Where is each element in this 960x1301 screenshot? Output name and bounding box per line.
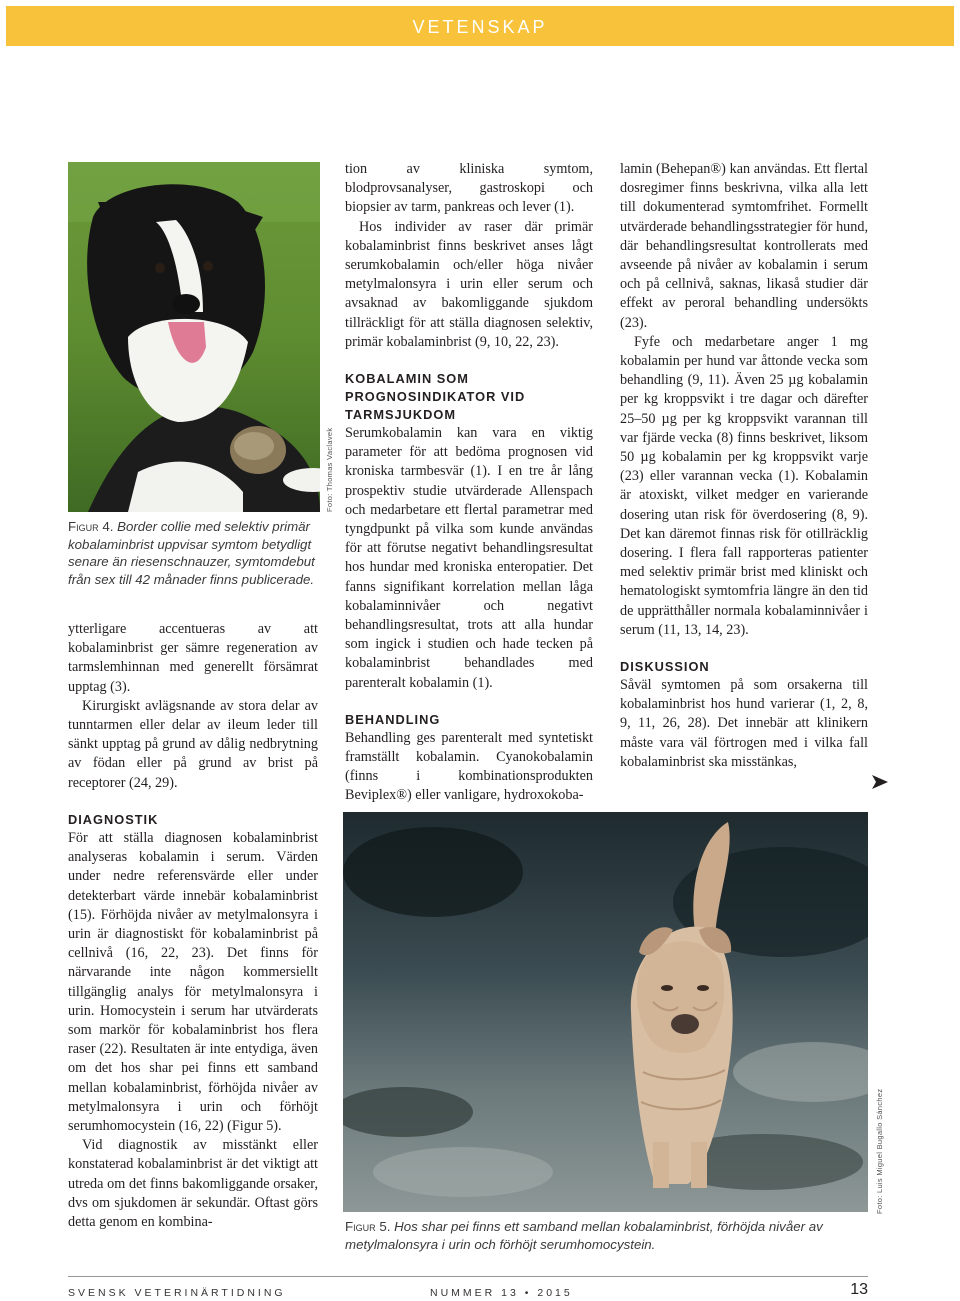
figure4-caption-text: Border collie med selektiv primär kobalaminbrist uppvisar symtom betydligt senare än riesenschnauzer, symtomdebut från sex till 42 månader finns publicerade.: [68, 519, 315, 587]
prognos-paragraph: Serumkobalamin kan vara en viktig parameter för att bedöma prognosen vid kroniska tarmbesvär (1). I en tre år lång prospektiv studie utvärderade Allenspach och medarbetare ett flertal parametrar med tyngdpunkt på vilka som kunde användas för att förutse negativt behandlingsresultat hos hundar med kroniska enteropatier. Det fanns signifikant korrelation mellan låga kobalaminnivåer och negativt behandlingsresultat, trots att alla hundar som ingick i studien och hade tecken på kobalaminbrist behandlades med parenteralt kobalamin (1).: [345, 425, 593, 691]
figure5-photo-shar-pei: [343, 812, 868, 1212]
diskussion-heading: DISKUSSION: [620, 659, 710, 675]
col2-paragraph-2: Hos individer av raser där primär kobalaminbrist finns beskrivet anses lågt serumkobalamin och/eller höga nivåer metylmalonsyra i urin eller serum och avsaknad av bakomliggande sjukdom tillräckligt för att ställa diagnosen selektiv, primär kobalaminbrist (9, 10, 22, 23).: [345, 218, 593, 350]
section-title: VETENSKAP: [412, 17, 548, 37]
diagnostik-heading: DIAGNOSTIK: [68, 812, 159, 827]
prognos-heading: KOBALAMIN SOM PROGNOSINDIKATOR VID TARMSJUKDOM: [345, 371, 526, 423]
continue-arrow-icon: [872, 775, 888, 789]
behandling-paragraph: Behandling ges parenteralt med syntetiskt framställt kobalamin. Cyanokobalamin (finns i kombinationsprodukten Beviplex®) eller vanligare, hydroxokoba-: [345, 729, 593, 804]
col1-paragraph-1: ytterligare accentueras av att kobalaminbrist ger sämre regeneration av tarmslemhinnan med generellt försämrat upptag (3).: [68, 621, 318, 695]
col1-paragraph-2: Kirurgiskt avlägsnande av stora delar av tunntarmen eller delar av ileum leder till sänkt upptag på grund av dålig nedbrytning av födan eller på grund av brist på receptorer (24, 29).: [68, 697, 318, 791]
figure5-photo-credit: Foto: Luis Miguel Bugallo Sánchez: [875, 1088, 884, 1214]
figure5-caption: [345, 1218, 865, 1253]
diagnostik-paragraph-1: För att ställa diagnosen kobalaminbrist analyseras kobalamin i serum. Värden under nedre referensvärde eller under detekterbart värde innebär kobalaminbrist (15). Förhöjda nivåer av metylmalonsyra i urin är diagnostiskt för kobalaminbrist på cellnivå (16, 22, 23). Det finns för närvarande inte någon kommersiellt tillgänglig analys för metylmalonsyra i urin. Homocystein i serum har utvärderats som markör för kobalaminbrist hos flera raser (22). Resultaten är inte entydiga, även om det hos shar pei finns ett samband mellan kobalaminbrist, förhöjda nivåer av metylmalonsyra i urin och förhöjt serumhomocystein (16, 22) (Figur 5).: [68, 830, 318, 1135]
column-1-lower: [68, 803, 318, 1232]
figure5-label: Figur 5.: [345, 1219, 391, 1234]
footer-issue: NUMMER 13 • 2015: [430, 1287, 573, 1299]
figure4-label: Figur 4.: [68, 519, 114, 534]
figure4-photo-credit: Foto: Thomas Vaclavek: [325, 427, 334, 512]
border-collie-illustration: [68, 162, 320, 512]
diskussion-paragraph: Såväl symtomen på som orsakerna till kobalaminbrist hos hund varierar (1, 2, 8, 9, 11, 26, 28). Det innebär att klinikern måste vara väl förtrogen med i vilka fall kobalaminbrist ska misstänkas,: [620, 677, 868, 770]
shar-pei-illustration: [343, 812, 868, 1212]
section-header-band: [6, 6, 954, 46]
col2-paragraph-1: tion av kliniska symtom, blodprovsanalyser, gastroskopi och biopsier av tarm, pankreas och lever (1).: [345, 161, 593, 216]
figure4-caption: [68, 518, 330, 588]
column-2: [345, 160, 593, 806]
diagnostik-paragraph-2: Vid diagnostik av misstänkt eller konstaterad kobalaminbrist är det viktigt att utreda om det finns bakomliggande orsaker, dvs om sjukdomen är sekundär. Oftast görs detta genom en kombina-: [68, 1137, 318, 1231]
figure4-photo-border-collie: [68, 162, 320, 512]
figure5-caption-text: Hos shar pei finns ett samband mellan kobalaminbrist, förhöjda nivåer av metylmalonsyra i urin och förhöjt serumhomocystein.: [345, 1219, 823, 1252]
behandling-heading: BEHANDLING: [345, 711, 441, 727]
column-1-upper: [68, 620, 318, 793]
footer-divider: [68, 1276, 868, 1277]
col3-paragraph-1: lamin (Behepan®) kan användas. Ett flertal dosregimer finns beskrivna, vilka alla lett till dokumenterad symtomfrihet. Formellt utvärderade behandlingsstrategier för hund, där behandlingsresultat kontrollerats med avseende på nivåer av kobalamin i serum och på cellnivå, saknas, likaså studier där effekt av peroral behandling undersökts (23).: [620, 161, 868, 331]
column-3: [620, 160, 868, 772]
footer-magazine-name: SVENSK VETERINÄRTIDNING: [68, 1287, 286, 1299]
col3-paragraph-2: Fyfe och medarbetare anger 1 mg kobalamin per hund var åttonde vecka som behandling (9, 11). Även 25 µg kobalamin per kg kroppsvikt i tre dagar och därefter 25–50 µg per kg kroppsvikt varannan till var fjärde vecka (8) finns beskrivet, liksom 50 µg kobalamin per kg kroppsvikt varje (23) eller varannan vecka (1). Kobalamin är atoxiskt, vilket medger en varierande dosering utan risk för överdosering (8, 9). Det kan däremot finnas risk för otillräcklig dosering. I flera fall rapporteras patienter med selektiv primär brist med kliniskt och hematologiskt symtomfria längre än den tid de upprätthåller normala kobalaminnivåer i serum (11, 13, 14, 23).: [620, 333, 868, 638]
page-number: 13: [850, 1281, 868, 1298]
